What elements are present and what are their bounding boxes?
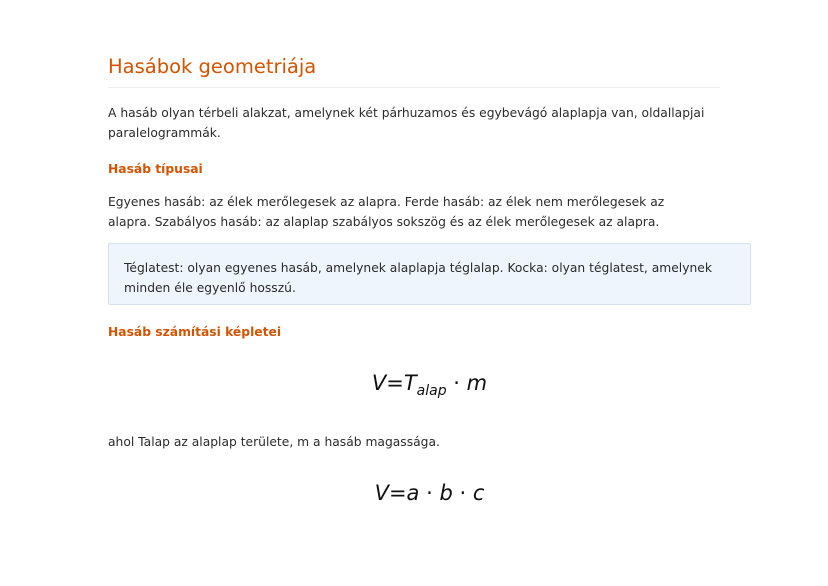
note-box xyxy=(108,243,751,305)
formula-base-area: T xyxy=(403,371,417,395)
formula-base-subscript: alap xyxy=(416,383,447,399)
formula-height: m xyxy=(466,371,488,395)
formula-equals: = xyxy=(386,371,404,395)
title-divider xyxy=(108,87,720,88)
formula-a: a xyxy=(406,481,420,505)
formula-dot: · xyxy=(453,371,460,395)
formula-lhs: V xyxy=(374,481,389,505)
volume-formula-cuboid xyxy=(108,481,751,505)
types-paragraph: Egyenes hasáb: az élek merőlegesek az alapra. Ferde hasáb: az élek nem merőlegesek az alapra. Szabályos hasáb: az alaplap szabályos sokszög és az élek merőlegesek az alapra. xyxy=(108,195,665,229)
page-title: Hasábok geometriája xyxy=(108,55,317,78)
volume-formula-general xyxy=(108,371,751,399)
formula-b: b xyxy=(439,481,453,505)
formula-dot: · xyxy=(426,481,433,505)
section-heading-types: Hasáb típusai xyxy=(108,162,203,176)
note-text: Téglatest: olyan egyenes hasáb, amelynek alaplapja téglalap. Kocka: olyan téglatest, amelynek minden éle egyenlő hosszú. xyxy=(124,261,712,295)
formula-explanation: ahol Talap az alaplap területe, m a hasáb magassága. xyxy=(108,435,440,449)
formula-equals: = xyxy=(388,481,407,505)
section-heading-formulas: Hasáb számítási képletei xyxy=(108,325,282,339)
formula-dot: · xyxy=(459,481,467,505)
formula-c: c xyxy=(472,481,485,505)
intro-paragraph: A hasáb olyan térbeli alakzat, amelynek két párhuzamos és egybevágó alaplapja van, oldallapjai paralelogrammák. xyxy=(108,106,705,140)
formula-lhs: V xyxy=(371,371,387,395)
